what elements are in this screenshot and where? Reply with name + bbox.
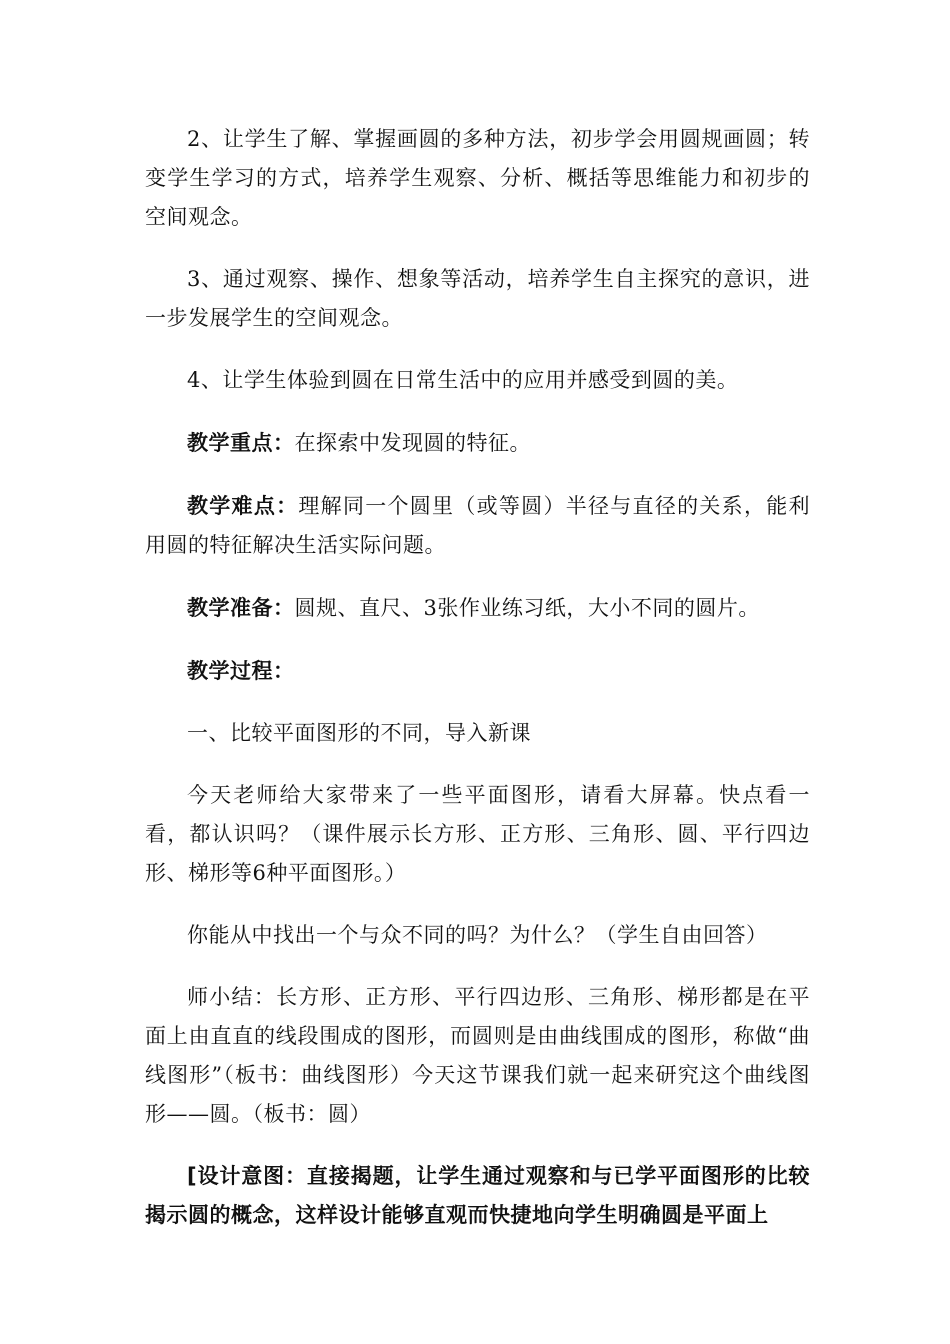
section-1-heading: 一、比较平面图形的不同，导入新课 — [187, 721, 531, 745]
intro-paragraph: 今天老师给大家带来了一些平面图形，请看大屏幕。快点看一看，都认识吗？（课件展示长方形、正方形、三角形、圆、平行四边形、梯形等6种平面图形。） — [145, 783, 810, 885]
teaching-process-heading — [145, 651, 810, 691]
teaching-difficulty-text: 理解同一个圆里（或等圆）半径与直径的关系，能利用圆的特征解决生活实际问题。 — [145, 494, 810, 557]
teaching-process-label: 教学过程： — [187, 658, 295, 683]
teaching-difficulty-label: 教学难点： — [187, 493, 299, 518]
teaching-focus — [145, 423, 810, 463]
teaching-preparation — [145, 588, 810, 628]
teacher-summary: 师小结：长方形、正方形、平行四边形、三角形、梯形都是在平面上由直直的线段围成的图形，而圆则是由曲线围成的图形，称做“曲线图形”（板书：曲线图形）今天这节课我们就一起来研究这个曲线图形——圆。（板书：圆） — [145, 985, 810, 1126]
design-intent: [设计意图：直接揭题，让学生通过观察和与已学平面图形的比较揭示圆的概念，这样设计能够直观而快捷地向学生明确圆是平面上 — [145, 1164, 810, 1227]
teaching-preparation-text: 圆规、直尺、3张作业练习纸，大小不同的圆片。 — [294, 596, 760, 620]
teaching-focus-label: 教学重点： — [187, 430, 295, 455]
document-body — [145, 120, 810, 1235]
objective-4: 4、让学生体验到圆在日常生活中的应用并感受到圆的美。 — [187, 368, 739, 392]
teaching-difficulty — [145, 486, 810, 565]
teaching-preparation-label: 教学准备： — [187, 595, 295, 620]
teaching-focus-text: 在探索中发现圆的特征。 — [294, 431, 531, 455]
question-paragraph: 你能从中找出一个与众不同的吗？为什么？（学生自由回答） — [187, 923, 768, 947]
objective-2: 2、让学生了解、掌握画圆的多种方法，初步学会用圆规画圆；转变学生学习的方式，培养学生观察、分析、概括等思维能力和初步的空间观念。 — [145, 127, 810, 229]
objective-3: 3、通过观察、操作、想象等活动，培养学生自主探究的意识，进一步发展学生的空间观念。 — [145, 267, 810, 330]
